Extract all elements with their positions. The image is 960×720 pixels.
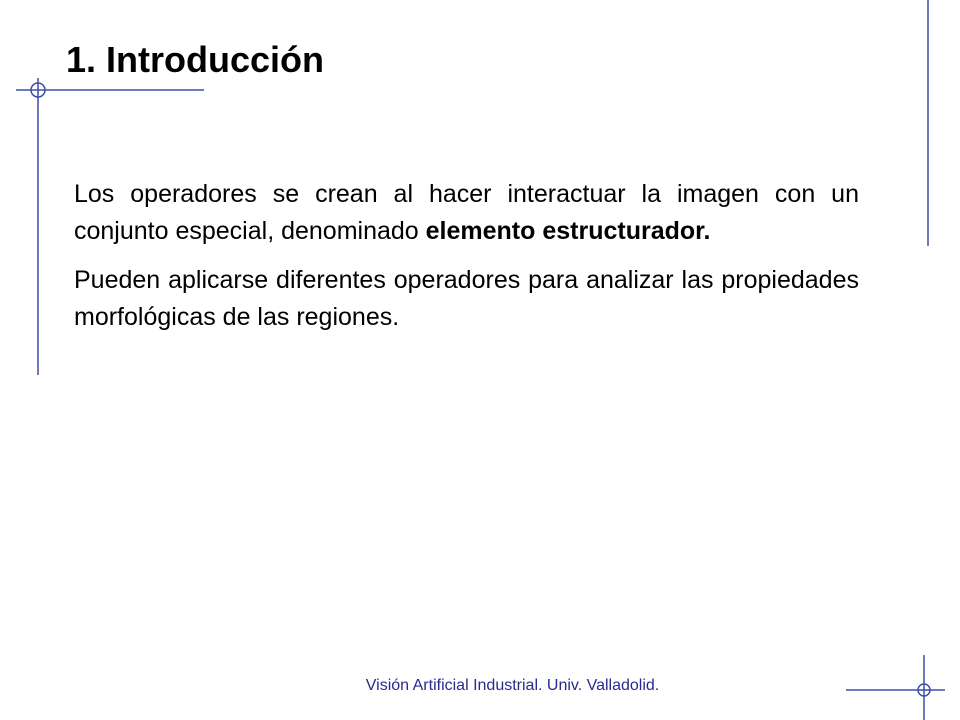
paragraph-1 — [74, 176, 859, 250]
slide-title: 1. Introducción — [66, 39, 325, 80]
slide-footer: Visión Artificial Industrial. Univ. Valladolid. — [365, 677, 660, 694]
paragraph-1-bold-term: elemento estructurador. — [425, 217, 711, 245]
paragraph-1-text: Los operadores se crean al hacer interactuar la imagen con un conjunto especial, denominado — [74, 180, 859, 245]
slide-body — [74, 176, 859, 348]
paragraph-2: Pueden aplicarse diferentes operadores para analizar las propiedades morfológicas de las regiones. — [74, 266, 859, 331]
